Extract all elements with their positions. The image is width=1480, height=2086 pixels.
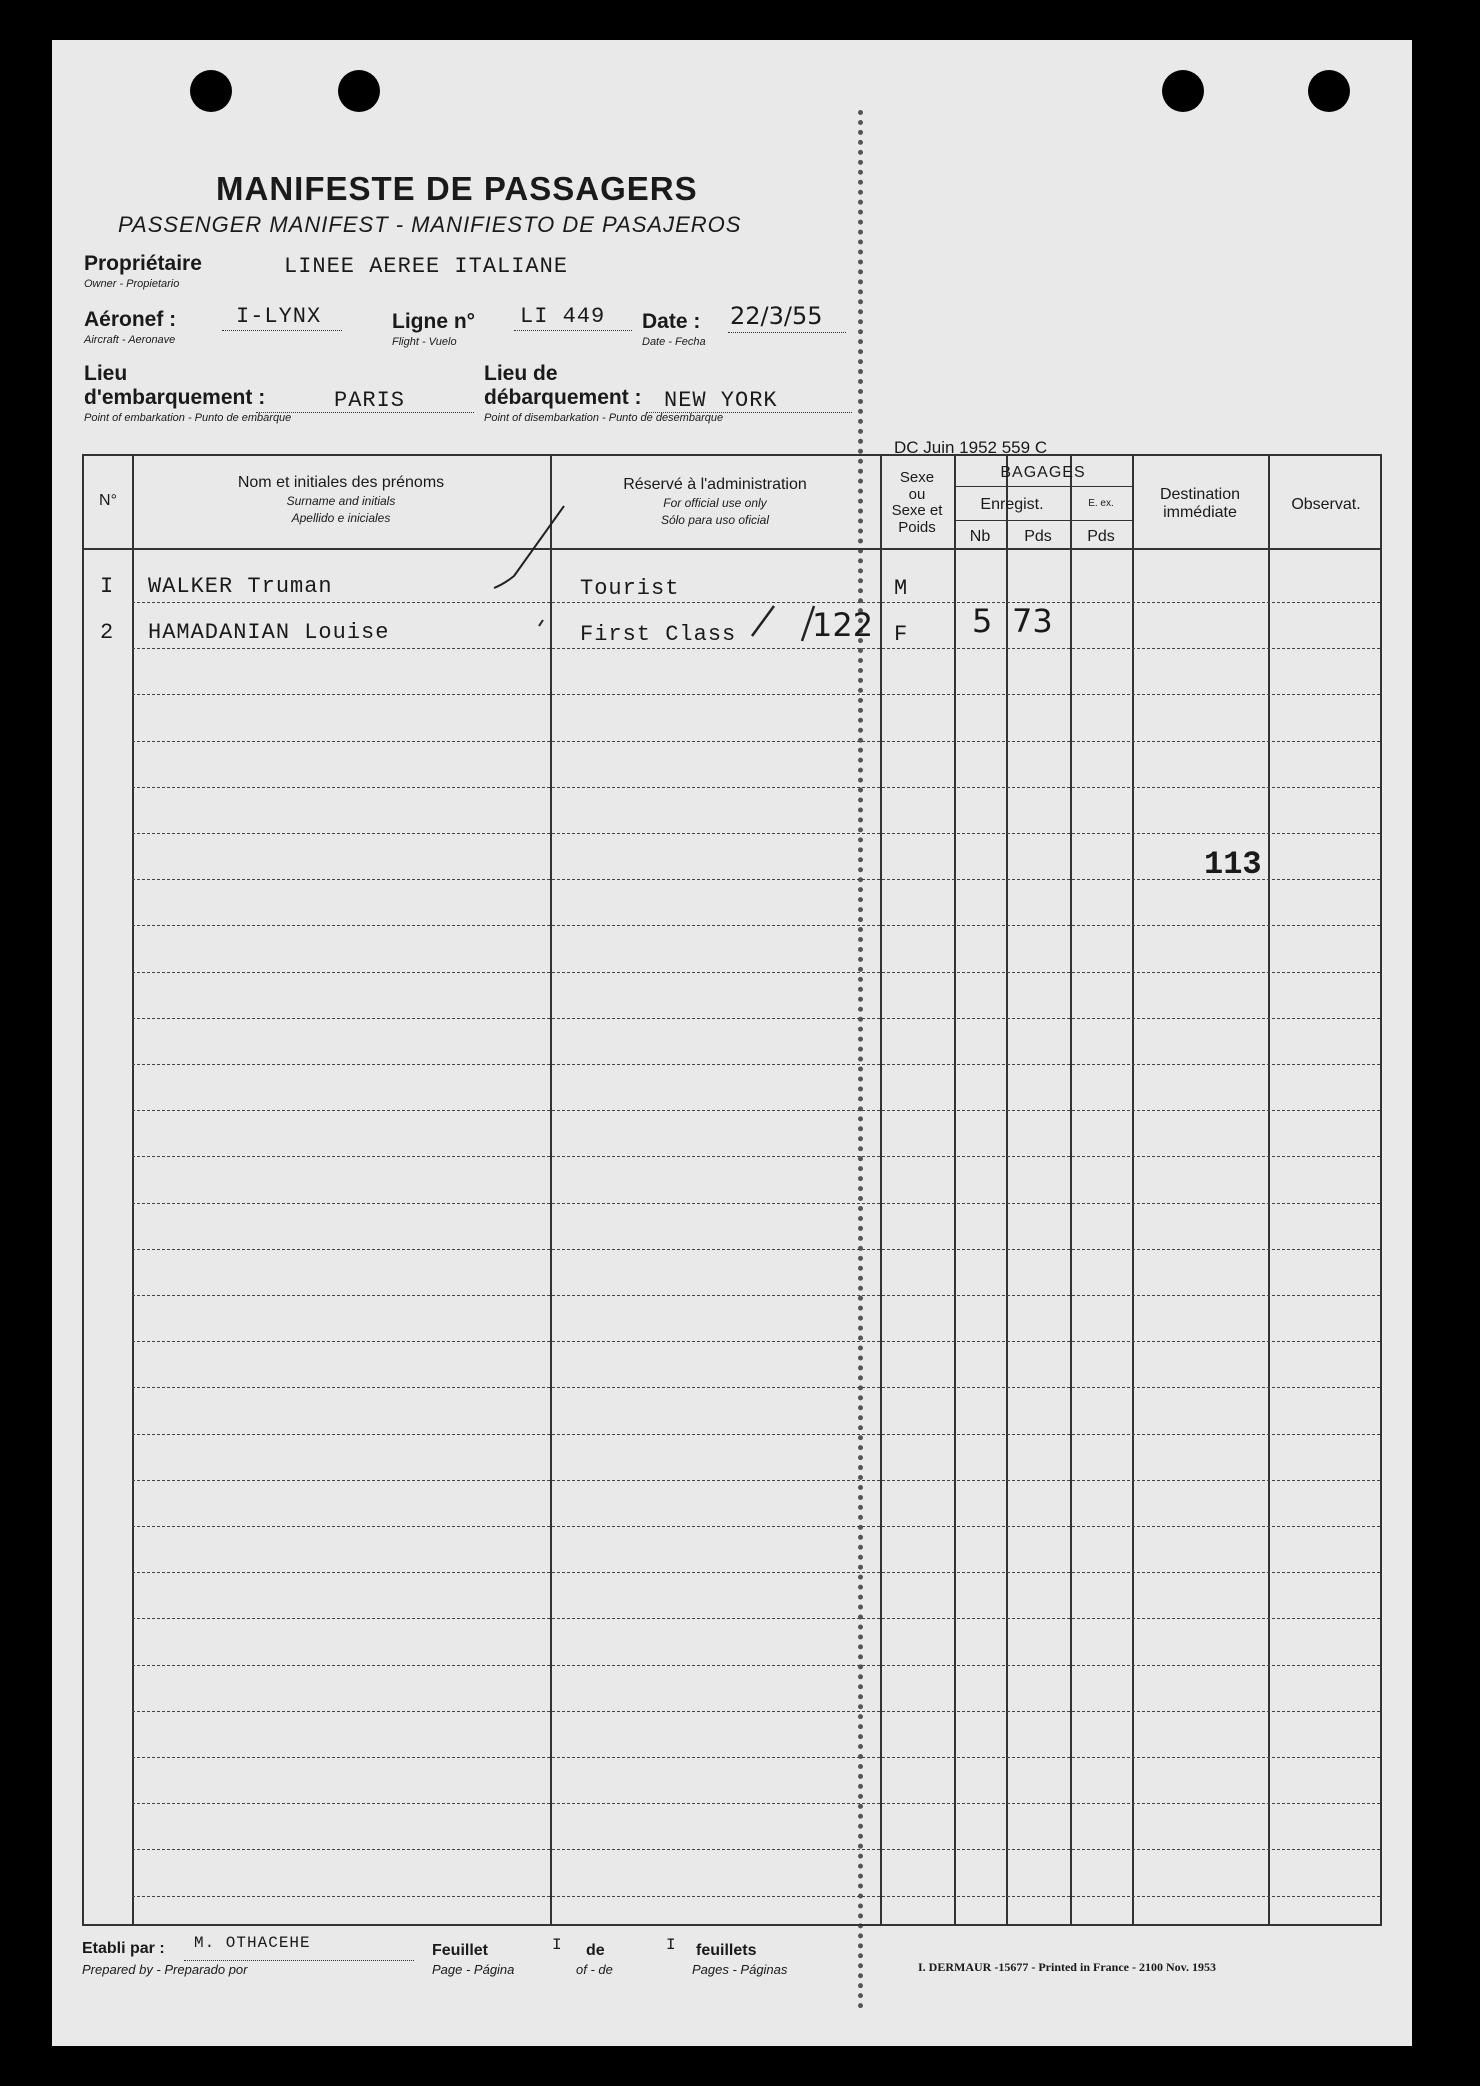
row-line bbox=[132, 1526, 1380, 1527]
row-line bbox=[132, 1203, 1380, 1204]
handwritten-number: 73 bbox=[1012, 602, 1053, 640]
prepared-value: M. OTHACEHE bbox=[194, 1934, 311, 1952]
page-title: MANIFESTE DE PASSAGERS bbox=[216, 170, 698, 207]
row-line bbox=[132, 1341, 1380, 1342]
slash-mark bbox=[752, 606, 774, 636]
header-name-sub2: Apellido e iniciales bbox=[291, 511, 391, 526]
header-excess: E. ex. bbox=[1088, 498, 1114, 509]
row-line bbox=[132, 879, 1380, 880]
punch-hole bbox=[190, 70, 232, 112]
row-line bbox=[132, 1434, 1380, 1435]
prepared-sublabel: Prepared by - Preparado por bbox=[82, 1962, 248, 1977]
header-baggage: BAGAGES bbox=[1000, 464, 1086, 481]
form-code: DC Juin 1952 559 C bbox=[894, 438, 1048, 457]
check-mark bbox=[539, 620, 543, 626]
aircraft-underline bbox=[222, 330, 342, 331]
row-line bbox=[132, 1665, 1380, 1666]
row-1-class: Tourist bbox=[580, 576, 680, 601]
handwritten-number: 113 bbox=[1204, 846, 1262, 883]
header-name-sub1: Surname and initials bbox=[286, 493, 396, 508]
handwritten-number: 122 bbox=[812, 606, 874, 644]
header-name-text: Nom et initiales des prénoms bbox=[237, 474, 445, 491]
col-divider bbox=[550, 456, 552, 1924]
row-line bbox=[132, 1896, 1380, 1897]
row-line bbox=[132, 1803, 1380, 1804]
prepared-label: Etabli par : bbox=[82, 1940, 165, 1957]
row-line bbox=[132, 1110, 1380, 1111]
row-line bbox=[132, 1849, 1380, 1850]
aircraft-sublabel: Aircraft - Aeronave bbox=[84, 334, 176, 346]
row-line bbox=[132, 1480, 1380, 1481]
date-underline bbox=[728, 332, 846, 333]
header-admin-sub2: Sólo para uso oficial bbox=[660, 513, 770, 528]
header-destination1: Destination bbox=[1159, 486, 1241, 503]
header-admin-sub1: For official use only bbox=[663, 495, 767, 510]
row-line bbox=[132, 833, 1380, 834]
disembark-underline bbox=[646, 412, 852, 413]
row-line bbox=[132, 972, 1380, 973]
embark-underline bbox=[256, 412, 474, 413]
owner-label: Propriétaire bbox=[84, 252, 202, 275]
date-value: 22/3/55 bbox=[730, 302, 823, 330]
check-mark bbox=[494, 506, 564, 588]
owner-sublabel: Owner - Propietario bbox=[84, 278, 180, 290]
row-line bbox=[132, 1618, 1380, 1619]
row-line bbox=[132, 1711, 1380, 1712]
row-1-sex: M bbox=[894, 576, 909, 601]
row-line bbox=[132, 1018, 1380, 1019]
col-divider bbox=[1268, 456, 1270, 1924]
flight-value: LI 449 bbox=[520, 304, 606, 329]
row-line bbox=[132, 1064, 1380, 1065]
passenger-table bbox=[82, 454, 1382, 1926]
flight-sublabel: Flight - Vuelo bbox=[392, 336, 457, 348]
row-line bbox=[132, 787, 1380, 788]
col-divider bbox=[880, 456, 882, 1924]
row-2-name: HAMADANIAN Louise bbox=[148, 620, 390, 645]
row-line bbox=[132, 1295, 1380, 1296]
row-line bbox=[132, 1572, 1380, 1573]
row-2-class: First Class bbox=[580, 622, 737, 647]
aircraft-value: I-LYNX bbox=[236, 304, 322, 329]
row-2-sex: F bbox=[894, 622, 909, 647]
row-line bbox=[132, 648, 1380, 649]
row-1-no: I bbox=[100, 574, 115, 599]
of-label: de bbox=[586, 1942, 605, 1959]
flight-label: Ligne n° bbox=[392, 310, 476, 333]
sheets-label: feuillets bbox=[696, 1942, 757, 1959]
header-observ: Observat. bbox=[1291, 496, 1361, 513]
disembark-sublabel: Point of disembarkation - Punto de desembarque bbox=[484, 412, 724, 424]
header-sex4: Poids bbox=[898, 518, 936, 536]
date-sublabel: Date - Fecha bbox=[642, 336, 706, 348]
flight-underline bbox=[514, 330, 632, 331]
header-pds-excess: Pds bbox=[1087, 528, 1115, 545]
punch-hole bbox=[1308, 70, 1350, 112]
sheet-value: I bbox=[552, 1936, 563, 1954]
handwritten-checkmarks bbox=[84, 456, 1384, 676]
row-line bbox=[132, 925, 1380, 926]
of-sublabel: of - de bbox=[576, 1962, 613, 1977]
header-destination2: immédiate bbox=[1163, 503, 1237, 521]
disembark-label-line1: Lieu de bbox=[484, 362, 558, 385]
punch-hole bbox=[1162, 70, 1204, 112]
handwritten-number: 5 bbox=[972, 602, 993, 640]
embark-label-line1: Lieu bbox=[84, 362, 128, 385]
sheet-label: Feuillet bbox=[432, 1942, 489, 1959]
aircraft-label: Aéronef : bbox=[84, 308, 177, 331]
row-line bbox=[132, 741, 1380, 742]
col-divider bbox=[132, 456, 134, 1924]
header-sex2: ou bbox=[908, 485, 926, 503]
date-label: Date : bbox=[642, 310, 701, 333]
owner-value: LINEE AEREE ITALIANE bbox=[284, 254, 569, 279]
header-sex3: Sexe et bbox=[891, 502, 943, 519]
header-pds: Pds bbox=[1024, 528, 1052, 545]
disembark-value: NEW YORK bbox=[664, 388, 778, 413]
header-sex1: Sexe bbox=[899, 469, 935, 486]
embark-label-line2: d'embarquement : bbox=[84, 386, 266, 409]
col-divider bbox=[1070, 456, 1072, 1924]
punch-hole bbox=[338, 70, 380, 112]
row-line bbox=[132, 1249, 1380, 1250]
page-subtitle: PASSENGER MANIFEST - MANIFIESTO DE PASAJEROS bbox=[118, 212, 742, 237]
row-line bbox=[132, 694, 1380, 695]
row-2-no: 2 bbox=[100, 620, 115, 645]
printer-line: I. DERMAUR -15677 - Printed in France - 2100 Nov. 1953 bbox=[918, 1960, 1216, 1974]
header-no: N° bbox=[99, 492, 117, 509]
sheets-sublabel: Pages - Páginas bbox=[692, 1962, 788, 1977]
row-line bbox=[132, 1387, 1380, 1388]
col-divider bbox=[1132, 456, 1134, 1924]
row-line bbox=[132, 1156, 1380, 1157]
embark-sublabel: Point of embarkation - Punto de embarque bbox=[84, 412, 292, 424]
header-registered: Enregist. bbox=[980, 496, 1044, 513]
row-line bbox=[132, 602, 1380, 603]
header-nb: Nb bbox=[969, 528, 991, 545]
of-value: I bbox=[666, 1936, 677, 1954]
disembark-label-line2: débarquement : bbox=[484, 386, 642, 409]
embark-value: PARIS bbox=[334, 388, 406, 413]
row-line bbox=[132, 1757, 1380, 1758]
sheet-sublabel: Page - Página bbox=[432, 1962, 515, 1977]
row-1-name: WALKER Truman bbox=[148, 574, 333, 599]
col-divider bbox=[1006, 456, 1008, 1924]
prepared-underline bbox=[184, 1960, 414, 1961]
header-admin-text: Réservé à l'administration bbox=[623, 476, 807, 493]
col-divider bbox=[954, 456, 956, 1924]
